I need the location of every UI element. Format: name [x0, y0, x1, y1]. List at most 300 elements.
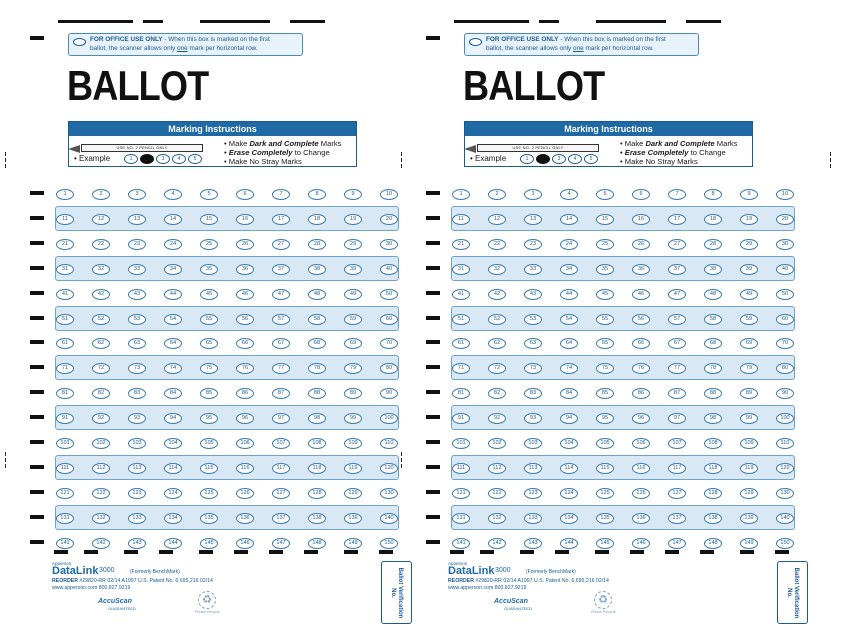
answer-bubble[interactable]: 115 [200, 463, 218, 474]
answer-bubble[interactable]: 94 [164, 413, 182, 424]
answer-bubble[interactable]: 47 [668, 289, 686, 300]
answer-bubble[interactable]: 138 [308, 513, 326, 524]
answer-bubble[interactable]: 37 [272, 264, 290, 275]
answer-bubble[interactable]: 24 [164, 239, 182, 250]
answer-bubble[interactable]: 93 [128, 413, 146, 424]
answer-bubble[interactable]: 34 [164, 264, 182, 275]
answer-bubble[interactable]: 52 [488, 314, 506, 325]
answer-bubble[interactable]: 90 [380, 388, 398, 399]
answer-bubble[interactable]: 134 [164, 513, 182, 524]
answer-bubble[interactable]: 57 [668, 314, 686, 325]
answer-bubble[interactable]: 27 [668, 239, 686, 250]
answer-bubble[interactable]: 1 [56, 189, 74, 200]
answer-bubble[interactable]: 45 [200, 289, 218, 300]
answer-bubble[interactable]: 87 [272, 388, 290, 399]
answer-bubble[interactable]: 93 [524, 413, 542, 424]
answer-bubble[interactable]: 62 [488, 338, 506, 349]
answer-bubble[interactable]: 120 [776, 463, 794, 474]
answer-bubble[interactable]: 66 [236, 338, 254, 349]
answer-bubble[interactable]: 33 [128, 264, 146, 275]
answer-bubble[interactable]: 64 [560, 338, 578, 349]
answer-bubble[interactable]: 88 [704, 388, 722, 399]
answer-bubble[interactable]: 50 [380, 289, 398, 300]
answer-bubble[interactable]: 141 [56, 538, 74, 549]
answer-bubble[interactable]: 9 [740, 189, 758, 200]
answer-bubble[interactable]: 150 [776, 538, 794, 549]
answer-bubble[interactable]: 84 [560, 388, 578, 399]
answer-bubble[interactable]: 82 [92, 388, 110, 399]
answer-bubble[interactable]: 115 [596, 463, 614, 474]
answer-bubble[interactable]: 53 [128, 314, 146, 325]
answer-bubble[interactable]: 76 [632, 363, 650, 374]
answer-bubble[interactable]: 29 [740, 239, 758, 250]
answer-bubble[interactable]: 81 [452, 388, 470, 399]
answer-bubble[interactable]: 91 [452, 413, 470, 424]
answer-bubble[interactable]: 143 [128, 538, 146, 549]
answer-bubble[interactable]: 59 [344, 314, 362, 325]
answer-bubble[interactable]: 24 [560, 239, 578, 250]
answer-bubble[interactable]: 79 [740, 363, 758, 374]
answer-bubble[interactable]: 136 [632, 513, 650, 524]
answer-bubble[interactable]: 139 [740, 513, 758, 524]
answer-bubble[interactable]: 108 [308, 438, 326, 449]
answer-bubble[interactable]: 54 [560, 314, 578, 325]
answer-bubble[interactable]: 39 [740, 264, 758, 275]
answer-bubble[interactable]: 132 [488, 513, 506, 524]
answer-bubble[interactable]: 21 [452, 239, 470, 250]
answer-bubble[interactable]: 73 [128, 363, 146, 374]
answer-bubble[interactable]: 14 [560, 214, 578, 225]
answer-bubble[interactable]: 141 [452, 538, 470, 549]
answer-bubble[interactable]: 137 [668, 513, 686, 524]
answer-bubble[interactable]: 4 [560, 189, 578, 200]
answer-bubble[interactable]: 87 [668, 388, 686, 399]
answer-bubble[interactable]: 58 [704, 314, 722, 325]
answer-bubble[interactable]: 123 [128, 488, 146, 499]
answer-bubble[interactable]: 68 [308, 338, 326, 349]
answer-bubble[interactable]: 100 [776, 413, 794, 424]
answer-bubble[interactable]: 147 [668, 538, 686, 549]
answer-bubble[interactable]: 117 [272, 463, 290, 474]
answer-bubble[interactable]: 4 [164, 189, 182, 200]
answer-bubble[interactable]: 54 [164, 314, 182, 325]
answer-bubble[interactable]: 109 [344, 438, 362, 449]
answer-bubble[interactable]: 61 [452, 338, 470, 349]
answer-bubble[interactable]: 71 [56, 363, 74, 374]
answer-bubble[interactable]: 32 [488, 264, 506, 275]
answer-bubble[interactable]: 136 [236, 513, 254, 524]
answer-bubble[interactable]: 3 [524, 189, 542, 200]
answer-bubble[interactable]: 34 [560, 264, 578, 275]
answer-bubble[interactable]: 38 [704, 264, 722, 275]
answer-bubble[interactable]: 48 [704, 289, 722, 300]
answer-bubble[interactable]: 122 [92, 488, 110, 499]
answer-bubble[interactable]: 133 [524, 513, 542, 524]
answer-bubble[interactable]: 60 [776, 314, 794, 325]
answer-bubble[interactable]: 75 [596, 363, 614, 374]
answer-bubble[interactable]: 106 [236, 438, 254, 449]
answer-bubble[interactable]: 98 [308, 413, 326, 424]
answer-bubble[interactable]: 131 [56, 513, 74, 524]
answer-bubble[interactable]: 5 [596, 189, 614, 200]
answer-bubble[interactable]: 8 [704, 189, 722, 200]
answer-bubble[interactable]: 21 [56, 239, 74, 250]
answer-bubble[interactable]: 7 [668, 189, 686, 200]
answer-bubble[interactable]: 138 [704, 513, 722, 524]
answer-bubble[interactable]: 7 [272, 189, 290, 200]
answer-bubble[interactable]: 29 [344, 239, 362, 250]
answer-bubble[interactable]: 31 [452, 264, 470, 275]
answer-bubble[interactable]: 15 [200, 214, 218, 225]
answer-bubble[interactable]: 99 [344, 413, 362, 424]
answer-bubble[interactable]: 90 [776, 388, 794, 399]
answer-bubble[interactable]: 41 [452, 289, 470, 300]
answer-bubble[interactable]: 70 [776, 338, 794, 349]
answer-bubble[interactable]: 35 [596, 264, 614, 275]
answer-bubble[interactable]: 128 [308, 488, 326, 499]
answer-bubble[interactable]: 19 [740, 214, 758, 225]
answer-bubble[interactable]: 16 [236, 214, 254, 225]
answer-bubble[interactable]: 36 [236, 264, 254, 275]
answer-bubble[interactable]: 97 [668, 413, 686, 424]
answer-bubble[interactable]: 80 [380, 363, 398, 374]
answer-bubble[interactable]: 66 [632, 338, 650, 349]
answer-bubble[interactable]: 146 [236, 538, 254, 549]
answer-bubble[interactable]: 96 [236, 413, 254, 424]
answer-bubble[interactable]: 46 [236, 289, 254, 300]
answer-bubble[interactable]: 63 [128, 338, 146, 349]
answer-bubble[interactable]: 76 [236, 363, 254, 374]
answer-bubble[interactable]: 102 [488, 438, 506, 449]
answer-bubble[interactable]: 85 [596, 388, 614, 399]
answer-bubble[interactable]: 6 [632, 189, 650, 200]
answer-bubble[interactable]: 145 [596, 538, 614, 549]
office-oval-icon[interactable] [469, 38, 482, 46]
answer-bubble[interactable]: 25 [200, 239, 218, 250]
answer-bubble[interactable]: 16 [632, 214, 650, 225]
answer-bubble[interactable]: 122 [488, 488, 506, 499]
answer-bubble[interactable]: 65 [200, 338, 218, 349]
answer-bubble[interactable]: 40 [776, 264, 794, 275]
answer-bubble[interactable]: 52 [92, 314, 110, 325]
answer-bubble[interactable]: 51 [452, 314, 470, 325]
answer-bubble[interactable]: 10 [380, 189, 398, 200]
answer-bubble[interactable]: 126 [236, 488, 254, 499]
answer-bubble[interactable]: 114 [164, 463, 182, 474]
answer-bubble[interactable]: 112 [488, 463, 506, 474]
answer-bubble[interactable]: 2 [488, 189, 506, 200]
answer-bubble[interactable]: 118 [308, 463, 326, 474]
answer-bubble[interactable]: 31 [56, 264, 74, 275]
answer-bubble[interactable]: 101 [56, 438, 74, 449]
answer-bubble[interactable]: 22 [488, 239, 506, 250]
answer-bubble[interactable]: 101 [452, 438, 470, 449]
answer-bubble[interactable]: 28 [308, 239, 326, 250]
answer-bubble[interactable]: 117 [668, 463, 686, 474]
answer-bubble[interactable]: 19 [344, 214, 362, 225]
answer-bubble[interactable]: 128 [704, 488, 722, 499]
answer-bubble[interactable]: 57 [272, 314, 290, 325]
answer-bubble[interactable]: 49 [740, 289, 758, 300]
answer-bubble[interactable]: 148 [704, 538, 722, 549]
answer-bubble[interactable]: 132 [92, 513, 110, 524]
answer-bubble[interactable]: 43 [128, 289, 146, 300]
answer-bubble[interactable]: 96 [632, 413, 650, 424]
answer-bubble[interactable]: 70 [380, 338, 398, 349]
answer-bubble[interactable]: 149 [740, 538, 758, 549]
answer-bubble[interactable]: 105 [200, 438, 218, 449]
answer-bubble[interactable]: 30 [776, 239, 794, 250]
answer-bubble[interactable]: 121 [452, 488, 470, 499]
answer-bubble[interactable]: 23 [128, 239, 146, 250]
answer-bubble[interactable]: 14 [164, 214, 182, 225]
answer-bubble[interactable]: 60 [380, 314, 398, 325]
answer-bubble[interactable]: 38 [308, 264, 326, 275]
answer-bubble[interactable]: 134 [560, 513, 578, 524]
answer-bubble[interactable]: 72 [488, 363, 506, 374]
answer-bubble[interactable]: 88 [308, 388, 326, 399]
answer-bubble[interactable]: 98 [704, 413, 722, 424]
answer-bubble[interactable]: 26 [236, 239, 254, 250]
answer-bubble[interactable]: 50 [776, 289, 794, 300]
answer-bubble[interactable]: 17 [272, 214, 290, 225]
answer-bubble[interactable]: 139 [344, 513, 362, 524]
answer-bubble[interactable]: 83 [128, 388, 146, 399]
answer-bubble[interactable]: 13 [128, 214, 146, 225]
answer-bubble[interactable]: 144 [164, 538, 182, 549]
answer-bubble[interactable]: 94 [560, 413, 578, 424]
answer-bubble[interactable]: 44 [164, 289, 182, 300]
answer-bubble[interactable]: 86 [632, 388, 650, 399]
answer-bubble[interactable]: 120 [380, 463, 398, 474]
answer-bubble[interactable]: 102 [92, 438, 110, 449]
answer-bubble[interactable]: 131 [452, 513, 470, 524]
answer-bubble[interactable]: 107 [668, 438, 686, 449]
answer-bubble[interactable]: 110 [776, 438, 794, 449]
answer-bubble[interactable]: 89 [740, 388, 758, 399]
answer-bubble[interactable]: 113 [524, 463, 542, 474]
answer-bubble[interactable]: 103 [128, 438, 146, 449]
answer-bubble[interactable]: 125 [596, 488, 614, 499]
answer-bubble[interactable]: 3 [128, 189, 146, 200]
answer-bubble[interactable]: 25 [596, 239, 614, 250]
answer-bubble[interactable]: 99 [740, 413, 758, 424]
answer-bubble[interactable]: 22 [92, 239, 110, 250]
answer-bubble[interactable]: 127 [272, 488, 290, 499]
answer-bubble[interactable]: 71 [452, 363, 470, 374]
answer-bubble[interactable]: 119 [740, 463, 758, 474]
answer-bubble[interactable]: 80 [776, 363, 794, 374]
answer-bubble[interactable]: 91 [56, 413, 74, 424]
answer-bubble[interactable]: 95 [596, 413, 614, 424]
answer-bubble[interactable]: 36 [632, 264, 650, 275]
answer-bubble[interactable]: 23 [524, 239, 542, 250]
answer-bubble[interactable]: 85 [200, 388, 218, 399]
answer-bubble[interactable]: 116 [632, 463, 650, 474]
answer-bubble[interactable]: 83 [524, 388, 542, 399]
answer-bubble[interactable]: 86 [236, 388, 254, 399]
answer-bubble[interactable]: 11 [56, 214, 74, 225]
answer-bubble[interactable]: 17 [668, 214, 686, 225]
answer-bubble[interactable]: 73 [524, 363, 542, 374]
answer-bubble[interactable]: 130 [380, 488, 398, 499]
answer-bubble[interactable]: 18 [704, 214, 722, 225]
answer-bubble[interactable]: 149 [344, 538, 362, 549]
answer-bubble[interactable]: 64 [164, 338, 182, 349]
answer-bubble[interactable]: 32 [92, 264, 110, 275]
answer-bubble[interactable]: 127 [668, 488, 686, 499]
answer-bubble[interactable]: 20 [776, 214, 794, 225]
answer-bubble[interactable]: 89 [344, 388, 362, 399]
answer-bubble[interactable]: 69 [344, 338, 362, 349]
answer-bubble[interactable]: 10 [776, 189, 794, 200]
answer-bubble[interactable]: 118 [704, 463, 722, 474]
answer-bubble[interactable]: 110 [380, 438, 398, 449]
answer-bubble[interactable]: 95 [200, 413, 218, 424]
answer-bubble[interactable]: 55 [596, 314, 614, 325]
answer-bubble[interactable]: 42 [488, 289, 506, 300]
answer-bubble[interactable]: 78 [308, 363, 326, 374]
answer-bubble[interactable]: 27 [272, 239, 290, 250]
answer-bubble[interactable]: 63 [524, 338, 542, 349]
answer-bubble[interactable]: 49 [344, 289, 362, 300]
answer-bubble[interactable]: 133 [128, 513, 146, 524]
answer-bubble[interactable]: 26 [632, 239, 650, 250]
answer-bubble[interactable]: 33 [524, 264, 542, 275]
answer-bubble[interactable]: 103 [524, 438, 542, 449]
answer-bubble[interactable]: 105 [596, 438, 614, 449]
answer-bubble[interactable]: 140 [380, 513, 398, 524]
answer-bubble[interactable]: 72 [92, 363, 110, 374]
answer-bubble[interactable]: 146 [632, 538, 650, 549]
answer-bubble[interactable]: 67 [668, 338, 686, 349]
answer-bubble[interactable]: 55 [200, 314, 218, 325]
answer-bubble[interactable]: 92 [92, 413, 110, 424]
answer-bubble[interactable]: 61 [56, 338, 74, 349]
answer-bubble[interactable]: 82 [488, 388, 506, 399]
answer-bubble[interactable]: 37 [668, 264, 686, 275]
answer-bubble[interactable]: 20 [380, 214, 398, 225]
answer-bubble[interactable]: 111 [452, 463, 470, 474]
answer-bubble[interactable]: 75 [200, 363, 218, 374]
answer-bubble[interactable]: 41 [56, 289, 74, 300]
answer-bubble[interactable]: 81 [56, 388, 74, 399]
office-oval-icon[interactable] [73, 38, 86, 46]
answer-bubble[interactable]: 12 [488, 214, 506, 225]
answer-bubble[interactable]: 126 [632, 488, 650, 499]
answer-bubble[interactable]: 124 [560, 488, 578, 499]
answer-bubble[interactable]: 56 [236, 314, 254, 325]
answer-bubble[interactable]: 123 [524, 488, 542, 499]
answer-bubble[interactable]: 77 [668, 363, 686, 374]
answer-bubble[interactable]: 97 [272, 413, 290, 424]
answer-bubble[interactable]: 35 [200, 264, 218, 275]
answer-bubble[interactable]: 43 [524, 289, 542, 300]
answer-bubble[interactable]: 69 [740, 338, 758, 349]
answer-bubble[interactable]: 47 [272, 289, 290, 300]
answer-bubble[interactable]: 56 [632, 314, 650, 325]
answer-bubble[interactable]: 143 [524, 538, 542, 549]
answer-bubble[interactable]: 150 [380, 538, 398, 549]
answer-bubble[interactable]: 12 [92, 214, 110, 225]
answer-bubble[interactable]: 84 [164, 388, 182, 399]
answer-bubble[interactable]: 113 [128, 463, 146, 474]
answer-bubble[interactable]: 9 [344, 189, 362, 200]
answer-bubble[interactable]: 116 [236, 463, 254, 474]
answer-bubble[interactable]: 2 [92, 189, 110, 200]
answer-bubble[interactable]: 108 [704, 438, 722, 449]
answer-bubble[interactable]: 44 [560, 289, 578, 300]
answer-bubble[interactable]: 74 [164, 363, 182, 374]
answer-bubble[interactable]: 137 [272, 513, 290, 524]
answer-bubble[interactable]: 15 [596, 214, 614, 225]
answer-bubble[interactable]: 39 [344, 264, 362, 275]
answer-bubble[interactable]: 48 [308, 289, 326, 300]
answer-bubble[interactable]: 74 [560, 363, 578, 374]
answer-bubble[interactable]: 11 [452, 214, 470, 225]
answer-bubble[interactable]: 104 [164, 438, 182, 449]
answer-bubble[interactable]: 46 [632, 289, 650, 300]
answer-bubble[interactable]: 129 [344, 488, 362, 499]
answer-bubble[interactable]: 140 [776, 513, 794, 524]
answer-bubble[interactable]: 6 [236, 189, 254, 200]
answer-bubble[interactable]: 67 [272, 338, 290, 349]
verification-box[interactable] [777, 561, 808, 624]
answer-bubble[interactable]: 147 [272, 538, 290, 549]
answer-bubble[interactable]: 142 [92, 538, 110, 549]
answer-bubble[interactable]: 42 [92, 289, 110, 300]
answer-bubble[interactable]: 40 [380, 264, 398, 275]
answer-bubble[interactable]: 109 [740, 438, 758, 449]
answer-bubble[interactable]: 107 [272, 438, 290, 449]
answer-bubble[interactable]: 92 [488, 413, 506, 424]
answer-bubble[interactable]: 106 [632, 438, 650, 449]
answer-bubble[interactable]: 142 [488, 538, 506, 549]
answer-bubble[interactable]: 45 [596, 289, 614, 300]
answer-bubble[interactable]: 148 [308, 538, 326, 549]
answer-bubble[interactable]: 135 [200, 513, 218, 524]
answer-bubble[interactable]: 111 [56, 463, 74, 474]
answer-bubble[interactable]: 121 [56, 488, 74, 499]
answer-bubble[interactable]: 68 [704, 338, 722, 349]
answer-bubble[interactable]: 144 [560, 538, 578, 549]
answer-bubble[interactable]: 79 [344, 363, 362, 374]
answer-bubble[interactable]: 135 [596, 513, 614, 524]
answer-bubble[interactable]: 145 [200, 538, 218, 549]
answer-bubble[interactable]: 114 [560, 463, 578, 474]
answer-bubble[interactable]: 129 [740, 488, 758, 499]
answer-bubble[interactable]: 104 [560, 438, 578, 449]
answer-bubble[interactable]: 130 [776, 488, 794, 499]
answer-bubble[interactable]: 119 [344, 463, 362, 474]
answer-bubble[interactable]: 8 [308, 189, 326, 200]
answer-bubble[interactable]: 58 [308, 314, 326, 325]
answer-bubble[interactable]: 30 [380, 239, 398, 250]
answer-bubble[interactable]: 1 [452, 189, 470, 200]
answer-bubble[interactable]: 65 [596, 338, 614, 349]
answer-bubble[interactable]: 59 [740, 314, 758, 325]
answer-bubble[interactable]: 77 [272, 363, 290, 374]
answer-bubble[interactable]: 5 [200, 189, 218, 200]
answer-bubble[interactable]: 53 [524, 314, 542, 325]
answer-bubble[interactable]: 124 [164, 488, 182, 499]
answer-bubble[interactable]: 18 [308, 214, 326, 225]
answer-bubble[interactable]: 100 [380, 413, 398, 424]
answer-bubble[interactable]: 62 [92, 338, 110, 349]
answer-bubble[interactable]: 13 [524, 214, 542, 225]
answer-bubble[interactable]: 78 [704, 363, 722, 374]
answer-bubble[interactable]: 112 [92, 463, 110, 474]
